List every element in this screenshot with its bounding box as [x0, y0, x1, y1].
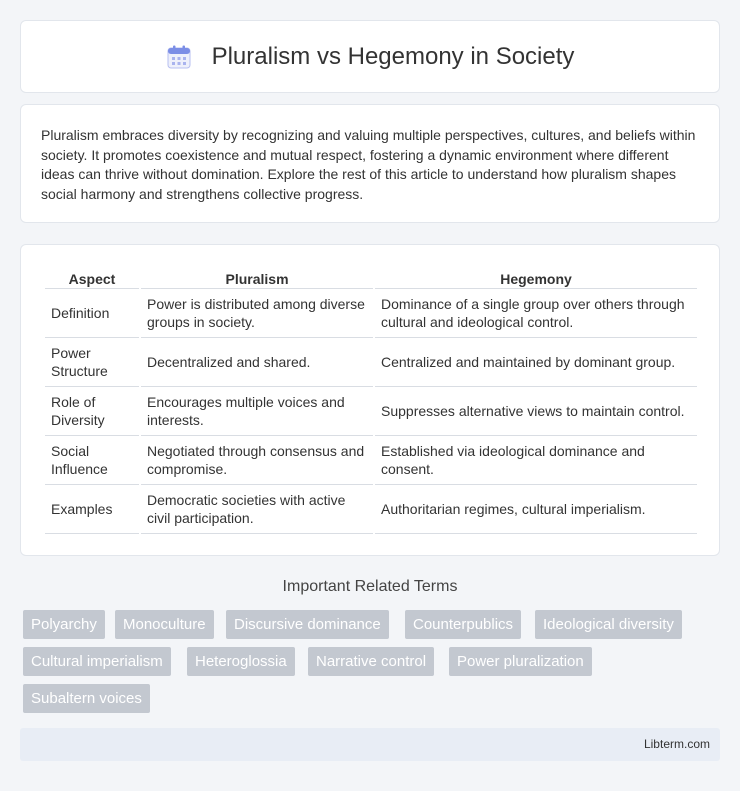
tag-power-pluralization[interactable]: Power pluralization — [449, 647, 592, 676]
cell-pluralism: Democratic societies with active civil participation. — [141, 485, 373, 534]
cell-hegemony: Centralized and maintained by dominant group. — [375, 338, 697, 387]
intro-text: Pluralism embraces diversity by recognizing and valuing multiple perspectives, cultures, and beliefs within society. It promotes coexistence and mutual respect, fostering a dynamic environment where different ideas can thrive without domination. Explore the rest of this article to understand how pluralism shapes social harmony and strengthens collective progress. — [41, 127, 696, 202]
cell-aspect: Power Structure — [45, 338, 139, 387]
table-row — [45, 387, 697, 436]
tag-counterpublics[interactable]: Counterpublics — [405, 610, 521, 639]
header-pluralism: Pluralism — [141, 265, 373, 289]
comparison-card — [20, 244, 720, 556]
cell-aspect: Social Influence — [45, 436, 139, 485]
table-row — [45, 436, 697, 485]
intro-card — [20, 104, 720, 223]
footer — [20, 728, 720, 761]
tag-heteroglossia[interactable]: Heteroglossia — [187, 647, 295, 676]
header-hegemony: Hegemony — [375, 265, 697, 289]
tag-discursive-dominance[interactable]: Discursive dominance — [226, 610, 389, 639]
table-row — [45, 289, 697, 338]
table-row — [45, 485, 697, 534]
calendar-icon — [166, 44, 192, 70]
cell-aspect: Examples — [45, 485, 139, 534]
cell-hegemony: Suppresses alternative views to maintain control. — [375, 387, 697, 436]
comparison-table — [43, 265, 699, 534]
tag-narrative-control[interactable]: Narrative control — [308, 647, 434, 676]
page-title: Pluralism vs Hegemony in Society — [211, 42, 575, 70]
cell-aspect: Role of Diversity — [45, 387, 139, 436]
title-card — [20, 20, 720, 93]
cell-aspect: Definition — [45, 289, 139, 338]
tag-monoculture[interactable]: Monoculture — [115, 610, 214, 639]
tag-ideological-diversity[interactable]: Ideological diversity — [535, 610, 682, 639]
header-aspect: Aspect — [45, 265, 139, 289]
tag-subaltern-voices[interactable]: Subaltern voices — [23, 684, 150, 713]
footer-site-link[interactable]: Libterm.com — [643, 737, 710, 751]
cell-pluralism: Encourages multiple voices and interests. — [141, 387, 373, 436]
tag-polyarchy[interactable]: Polyarchy — [23, 610, 105, 639]
table-header-row — [45, 265, 697, 289]
cell-pluralism: Power is distributed among diverse groups in society. — [141, 289, 373, 338]
tag-cultural-imperialism[interactable]: Cultural imperialism — [23, 647, 171, 676]
cell-hegemony: Established via ideological dominance and consent. — [375, 436, 697, 485]
cell-hegemony: Dominance of a single group over others through cultural and ideological control. — [375, 289, 697, 338]
table-row — [45, 338, 697, 387]
cell-pluralism: Decentralized and shared. — [141, 338, 373, 387]
cell-pluralism: Negotiated through consensus and compromise. — [141, 436, 373, 485]
cell-hegemony: Authoritarian regimes, cultural imperialism. — [375, 485, 697, 534]
related-terms-title: Important Related Terms — [282, 578, 458, 595]
